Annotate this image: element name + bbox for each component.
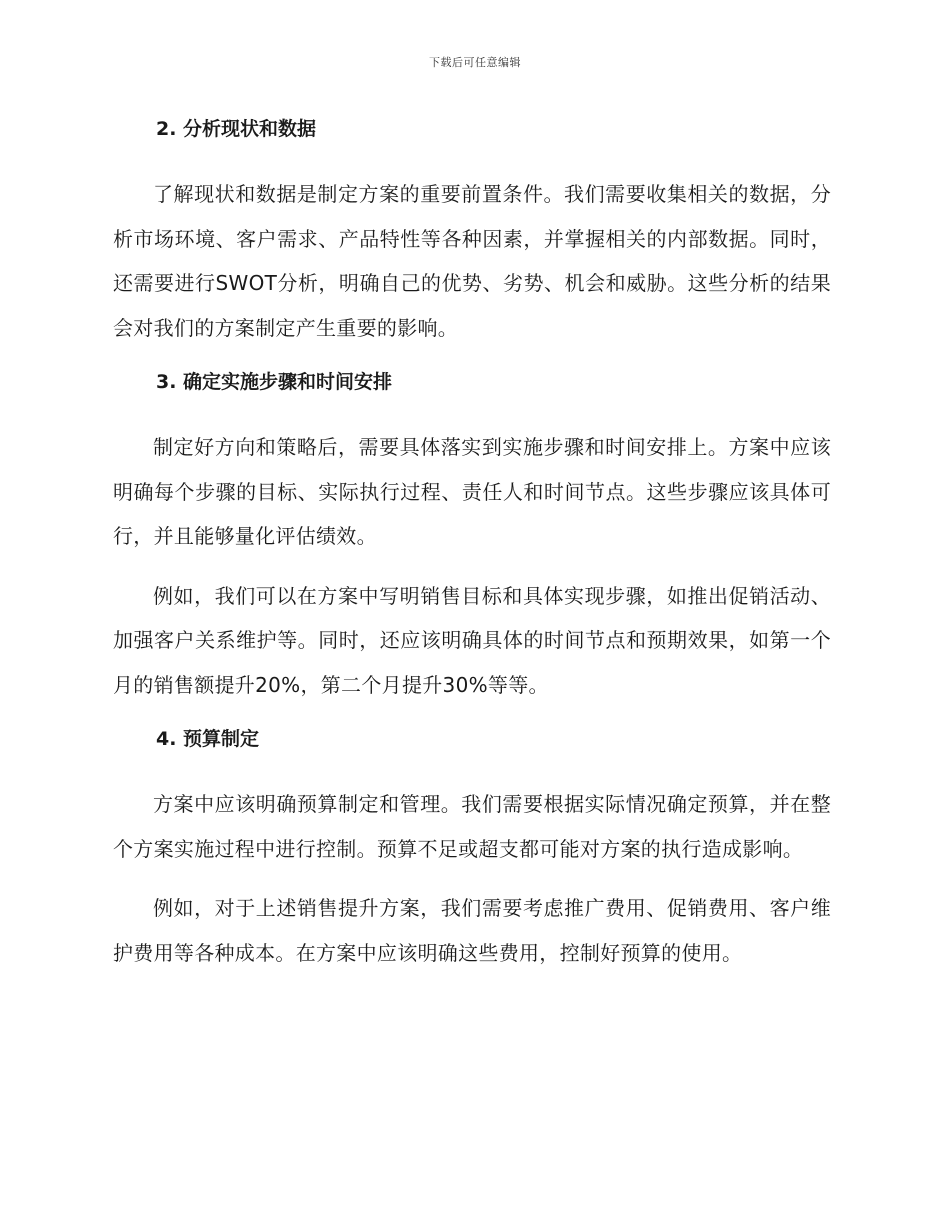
paragraph: 了解现状和数据是制定方案的重要前置条件。我们需要收集相关的数据，分析市场环境、客户需求、产品特性等各种因素，并掌握相关的内部数据。同时，还需要进行SWOT分析，明确自己的优势、劣势、机会和威胁。这些分析的结果会对我们的方案制定产生重要的影响。 (113, 182, 831, 340)
paragraph: 例如，我们可以在方案中写明销售目标和具体实现步骤，如推出促销活动、加强客户关系维护等。同时，还应该明确具体的时间节点和预期效果，如第一个月的销售额提升20%，第二个月提升30%等等。 (113, 583, 831, 697)
section-heading: 3. 确定实施步骤和时间安排 (156, 371, 393, 393)
section-implementation (113, 367, 831, 707)
section-heading: 4. 预算制定 (156, 728, 260, 750)
section-analysis (113, 114, 831, 350)
paragraph: 方案中应该明确预算制定和管理。我们需要根据实际情况确定预算，并在整个方案实施过程中进行控制。预算不足或超支都可能对方案的执行造成影响。 (113, 792, 831, 861)
document-body (113, 114, 831, 975)
section-budget (113, 724, 831, 975)
section-heading: 2. 分析现状和数据 (156, 118, 317, 140)
paragraph: 制定好方向和策略后，需要具体落实到实施步骤和时间安排上。方案中应该明确每个步骤的目标、实际执行过程、责任人和时间节点。这些步骤应该具体可行，并且能够量化评估绩效。 (113, 435, 831, 548)
paragraph: 例如，对于上述销售提升方案，我们需要考虑推广费用、促销费用、客户维护费用等各种成本。在方案中应该明确这些费用，控制好预算的使用。 (113, 896, 831, 965)
page-header-note: 下载后可任意编辑 (429, 56, 521, 69)
